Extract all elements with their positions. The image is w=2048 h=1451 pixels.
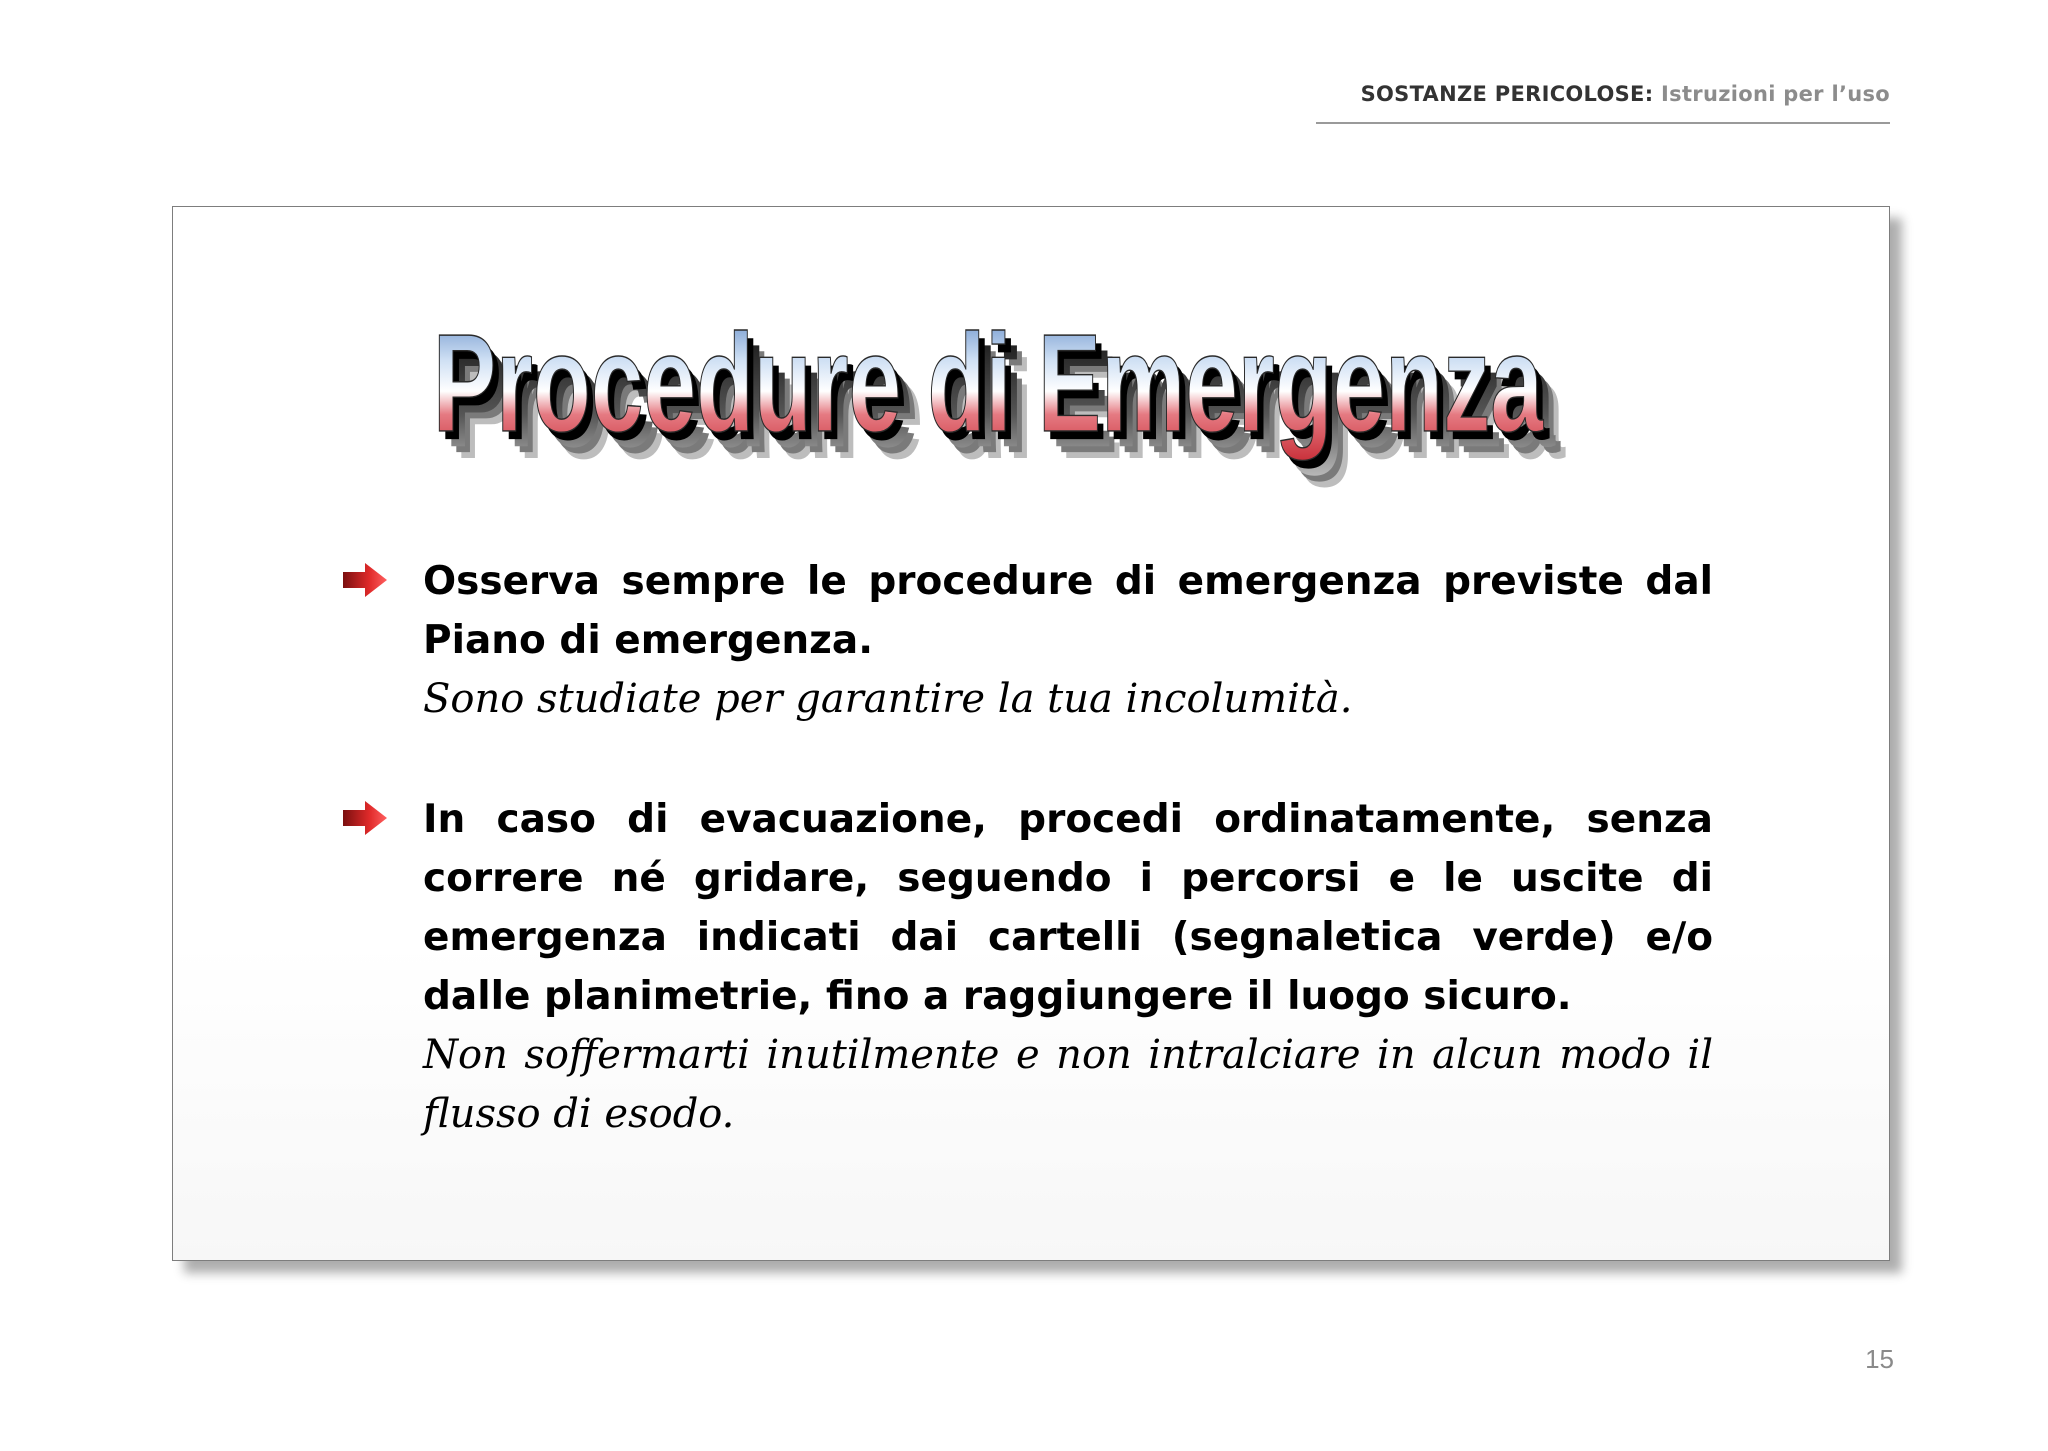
slide-title-extrusion-4: Procedure di Emergenza	[455, 332, 1566, 489]
bullet-1-lead: Osserva sempre le procedure di emergenza previste dal Piano di emergenza.	[423, 559, 1713, 663]
slide-title-extrusion-1: Procedure di Emergenza	[439, 314, 1550, 470]
bullet-2-note: Non soffermarti inutilmente e non intralciare in alcun modo il flusso di esodo.	[423, 1032, 1713, 1137]
slide-title-extrusion-3: Procedure di Emergenza	[450, 326, 1561, 483]
bullet-1-note: Sono studiate per garantire la tua incolumità.	[423, 676, 1353, 722]
red-arrow-bullet-icon	[343, 801, 387, 835]
bullet-text-2	[423, 790, 1713, 1144]
slide-title: Procedure di Emergenza	[433, 307, 1544, 462]
header-doc-title: SOSTANZE PERICOLOSE:	[1360, 82, 1654, 106]
header-doc-subtitle: Istruzioni per l’uso	[1661, 82, 1890, 106]
red-arrow-bullet-icon	[343, 563, 387, 597]
bullet-text-1	[423, 552, 1713, 729]
bullet-2-lead: In caso di evacuazione, procedi ordinatamente, senza correre né gridare, seguendo i percorsi e le uscite di emergenza indicati dai cartelli (segnaletica verde) e/o dalle planimetrie, fino a raggiungere il luogo sicuro.	[423, 797, 1713, 1019]
page-number: 15	[1865, 1344, 1894, 1374]
slide-title-extrusion-2: Procedure di Emergenza	[445, 321, 1556, 477]
slide-frame	[172, 206, 1890, 1261]
running-header	[1316, 82, 1890, 124]
slide-title-wordart	[433, 307, 1633, 517]
